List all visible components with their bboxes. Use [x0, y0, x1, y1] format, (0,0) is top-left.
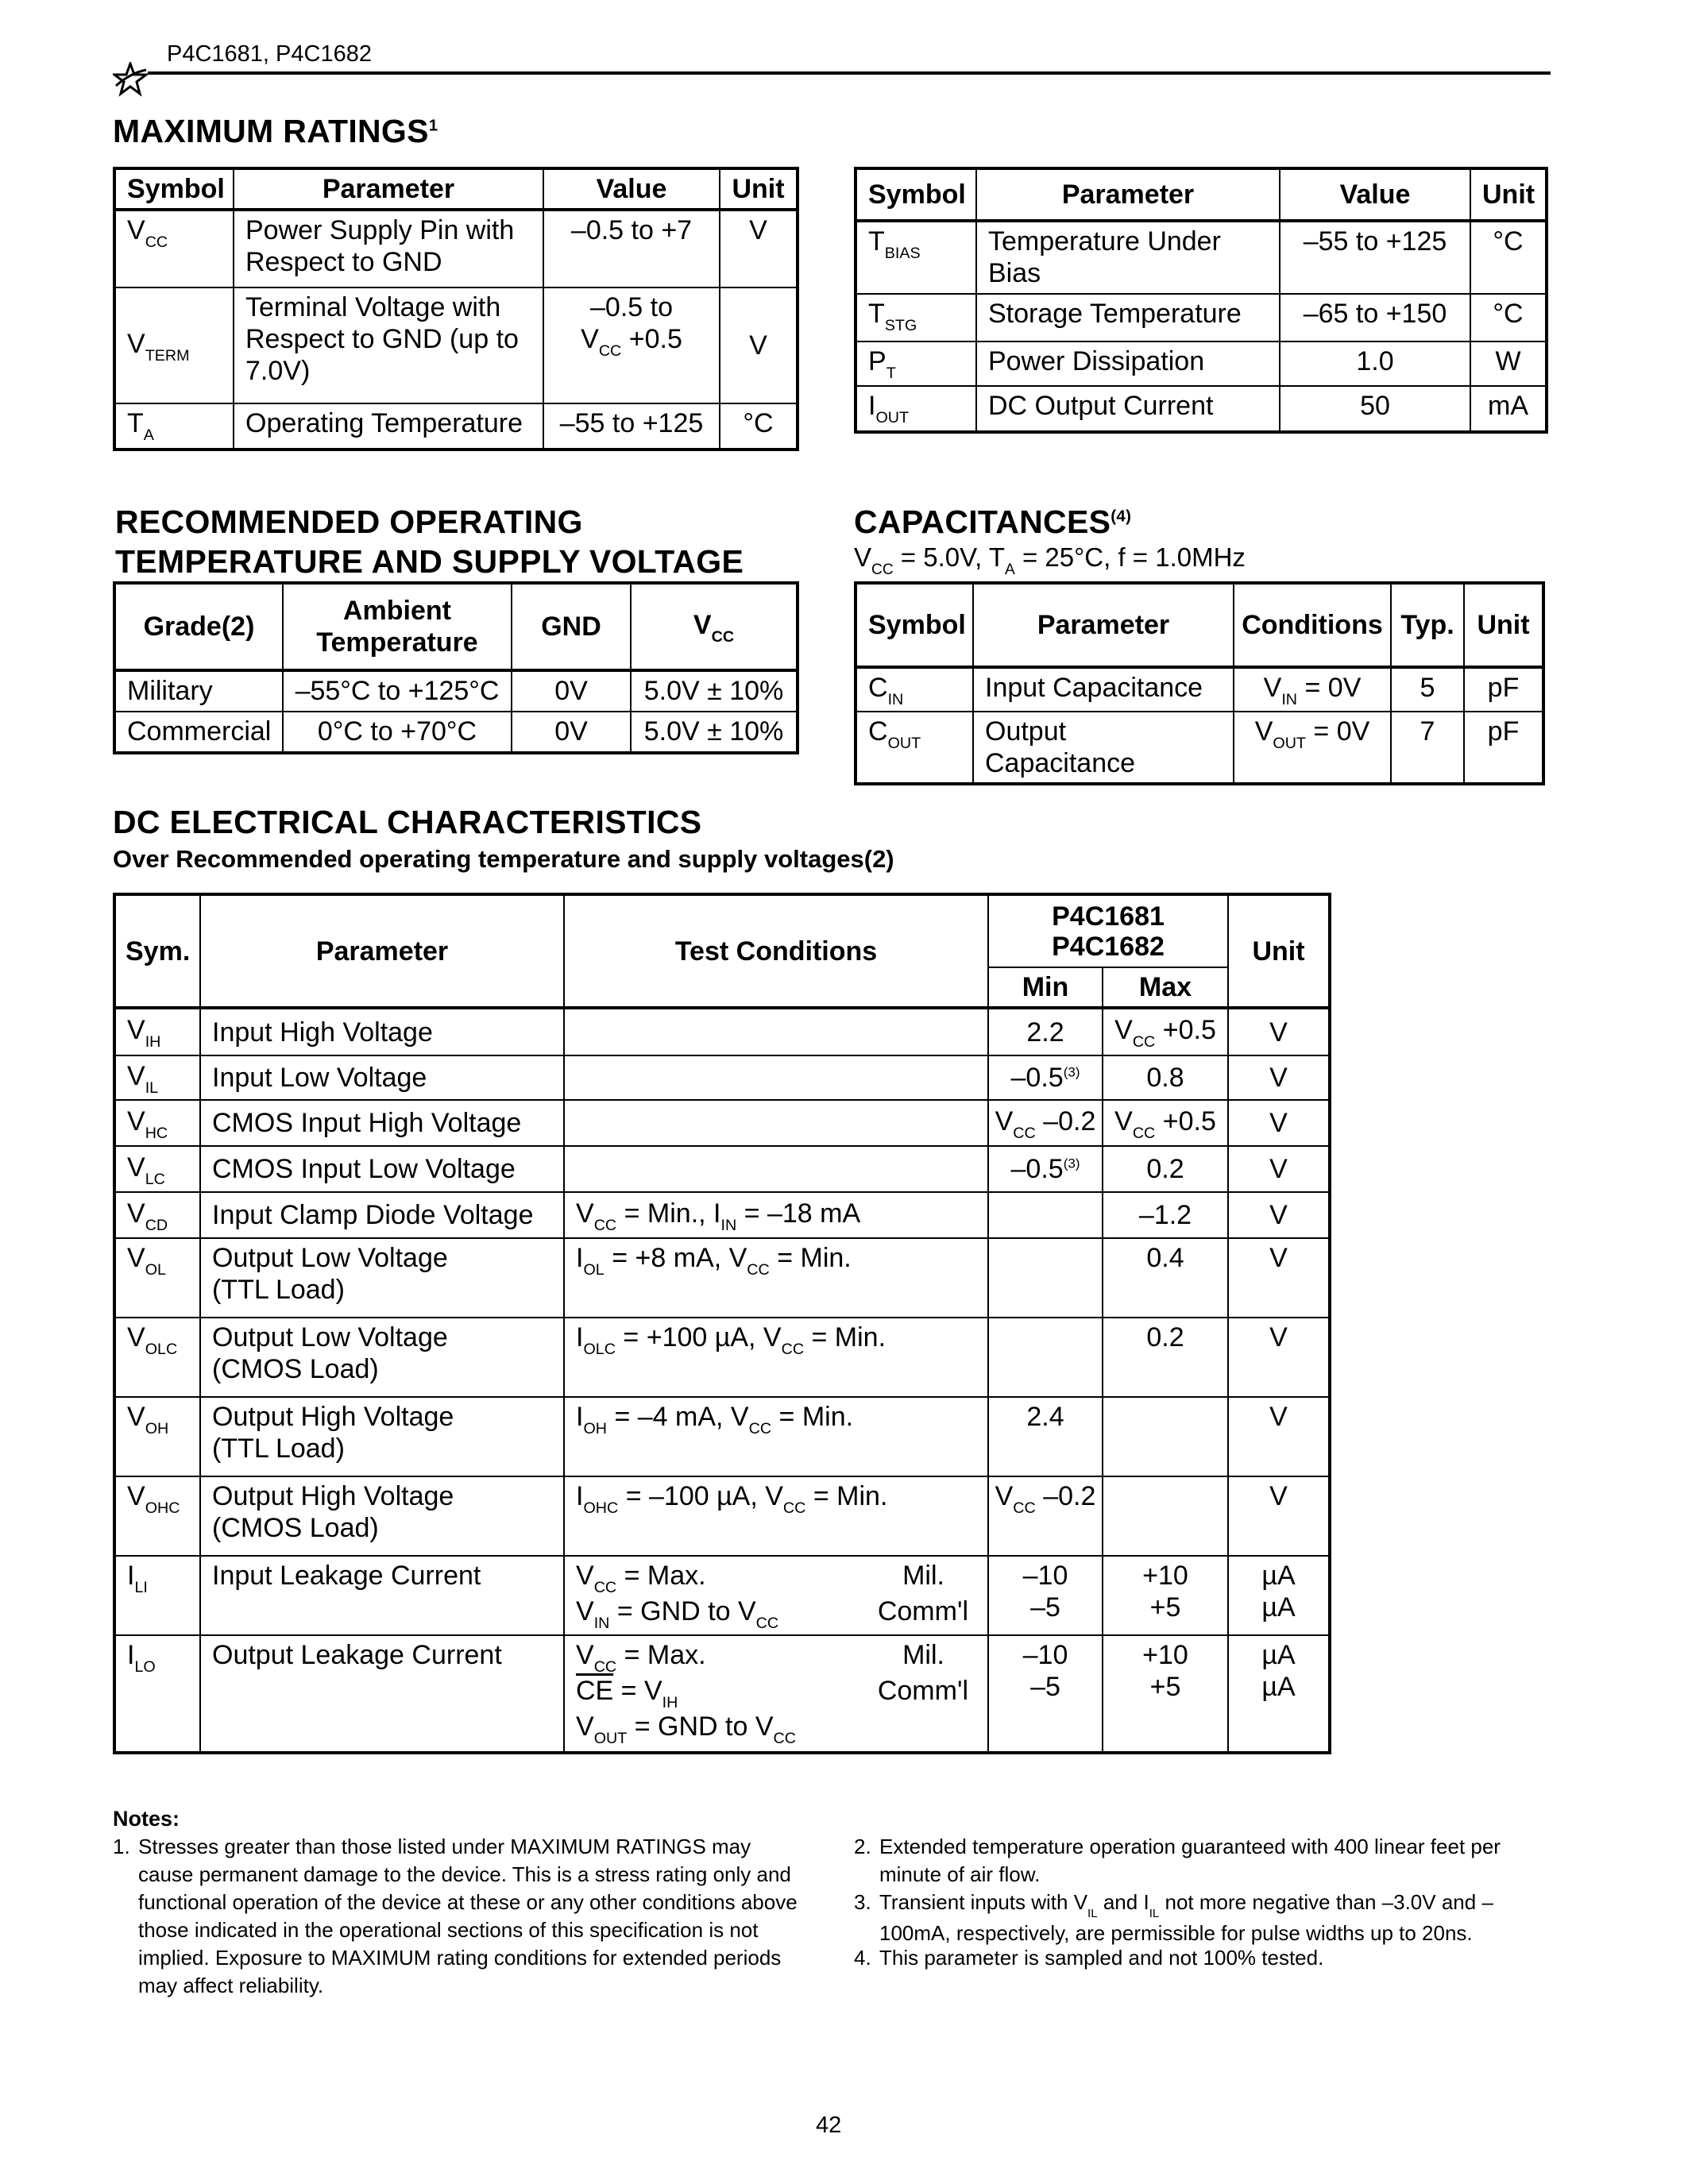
- table-row: $I_{LO}$ Output Leakage Current $V_{CC}$ = Max. Mil. $\overline{CE} = V_{IH}$ Comm'l $V_{OUT}$ = GND to $V_{CC}$ –10 –5 +10 +5 µA µA: [114, 1635, 1330, 1753]
- col-unit: Unit: [720, 168, 798, 210]
- table-row: $V_{OLC}$ Output Low Voltage (CMOS Load) $I_{OLC} = +100$ µA, $V_{CC}$ = Min. 0.2 V: [114, 1318, 1330, 1397]
- table-row: $V_{OHC}$ Output High Voltage (CMOS Load) $I_{OHC} = -100$ µA, $V_{CC}$ = Min. $V_{CC}$ –0.2 V: [114, 1476, 1330, 1556]
- col-symbol: Symbol: [856, 583, 973, 667]
- col-vcc: $V_{CC}$: [631, 583, 798, 670]
- col-unit: Unit: [1464, 583, 1543, 667]
- col-min: Min: [988, 967, 1103, 1008]
- col-value: Value: [1280, 168, 1470, 221]
- dc-title: DC ELECTRICAL CHARACTERISTICS: [113, 804, 702, 840]
- col-gnd: GND: [512, 583, 631, 670]
- table-row: $I_{LI}$ Input Leakage Current $V_{CC}$ = Max. Mil. $V_{IN}$ = GND to $V_{CC}$ Comm'l –10 –5 +10 +5 µA µA: [114, 1556, 1330, 1635]
- col-ambient: Ambient Temperature: [283, 583, 512, 670]
- capacitances-title: CAPACITANCES$^{(4)}$: [854, 504, 1132, 540]
- table-row: $V_{OL}$ Output Low Voltage (TTL Load) $I_{OL} = +8$ mA, $V_{CC}$ = Min. 0.4 V: [114, 1238, 1330, 1318]
- col-parameter: Parameter: [200, 894, 564, 1008]
- rec-op-table: [113, 581, 799, 754]
- table-row: $V_{IH}$ Input High Voltage 2.2 $V_{CC} +0.5$ V: [114, 1008, 1330, 1055]
- table-row: Commercial 0°C to +70°C 0V 5.0V ± 10%: [114, 712, 798, 753]
- header-title: P4C1681, P4C1682: [167, 41, 372, 67]
- star-swoosh-icon: [113, 62, 148, 97]
- notes-title: Notes:: [113, 1807, 180, 1831]
- col-value: Value: [543, 168, 720, 210]
- col-parameter: Parameter: [976, 168, 1280, 221]
- table-row: $V_{HC}$ CMOS Input High Voltage $V_{CC}$ –0.2 $V_{CC} +0.5$ V: [114, 1100, 1330, 1146]
- table-row: $V_{TERM}$ Terminal Voltage with Respect to GND (up to 7.0V) –0.5 to $V_{CC} +0.5$ V: [114, 287, 798, 403]
- col-unit: Unit: [1470, 168, 1547, 221]
- table-row: $P_T$ Power Dissipation 1.0 W: [856, 341, 1547, 386]
- capacitances-table: [854, 581, 1545, 785]
- max-ratings-left-table: [113, 167, 799, 451]
- col-parameter: Parameter: [973, 583, 1234, 667]
- dc-subtitle: Over Recommended operating temperature and supply voltages(2): [113, 845, 894, 873]
- col-conditions: Conditions: [1234, 583, 1391, 667]
- col-grade: Grade(2): [114, 583, 283, 670]
- table-row: $V_{CC}$ Power Supply Pin with Respect to GND –0.5 to +7 V: [114, 210, 798, 287]
- table-row: $T_A$ Operating Temperature –55 to +125 °C: [114, 403, 798, 450]
- table-row: $C_{IN}$ Input Capacitance $V_{IN} = 0V$ 5 pF: [856, 667, 1543, 712]
- col-test-conditions: Test Conditions: [564, 894, 988, 1008]
- dc-table: [113, 893, 1331, 1754]
- col-symbol: Symbol: [856, 168, 976, 221]
- note-2: 2. Extended temperature operation guaranteed with 400 linear feet per minute of air flow.: [854, 1835, 1501, 1886]
- table-row: $V_{LC}$ CMOS Input Low Voltage –0.5$^{(3)}$ 0.2 V: [114, 1146, 1330, 1192]
- col-sym: Sym.: [114, 894, 200, 1008]
- note-3: 3. Transient inputs with $V_{IL}$ and $I_{IL}$ not more negative than –3.0V and –100mA, respectively, are permissible for pulse widths up to 20ns.: [854, 1890, 1493, 1945]
- table-row: $I_{OUT}$ DC Output Current 50 mA: [856, 386, 1547, 432]
- col-unit: Unit: [1228, 894, 1330, 1008]
- table-row: $V_{CD}$ Input Clamp Diode Voltage $V_{CC}$ = Min., $I_{IN} = -18$ mA –1.2 V: [114, 1192, 1330, 1238]
- note-4: 4. This parameter is sampled and not 100% tested.: [854, 1946, 1324, 1970]
- note-1: 1. Stresses greater than those listed under MAXIMUM RATINGS may cause permanent damage to the device. This is a stress rating only and functional operation of the device at these or any other conditions above those indicated in the operational sections of this specification is not implied. Exposure to MAXIMUM rating conditions for extended periods may affect reliability.: [113, 1835, 798, 1997]
- capacitances-conditions: $V_{CC} = 5.0V$, $T_A = 25^\circ C$, f = 1.0MHz: [854, 542, 1246, 578]
- table-row: $C_{OUT}$ Output Capacitance $V_{OUT} = 0V$ 7 pF: [856, 712, 1543, 784]
- table-row: $T_{BIAS}$ Temperature Under Bias –55 to +125 °C: [856, 221, 1547, 294]
- max-ratings-title: MAXIMUM RATINGS$^1$: [113, 113, 438, 149]
- col-device: P4C1681 P4C1682: [988, 894, 1228, 967]
- max-ratings-right-table: [854, 167, 1548, 434]
- col-symbol: Symbol: [114, 168, 234, 210]
- page-number: 42: [816, 2113, 842, 2138]
- col-parameter: Parameter: [234, 168, 543, 210]
- table-row: $V_{IL}$ Input Low Voltage –0.5$^{(3)}$ 0.8 V: [114, 1055, 1330, 1100]
- header-rule: [148, 71, 1551, 75]
- table-row: $V_{OH}$ Output High Voltage (TTL Load) $I_{OH} = -4$ mA, $V_{CC}$ = Min. 2.4 V: [114, 1397, 1330, 1476]
- col-typ: Typ.: [1391, 583, 1464, 667]
- table-row: Military –55°C to +125°C 0V 5.0V ± 10%: [114, 670, 798, 712]
- col-max: Max: [1103, 967, 1228, 1008]
- rec-op-title: RECOMMENDED OPERATING TEMPERATURE AND SUPPLY VOLTAGE: [115, 504, 744, 580]
- table-row: $T_{STG}$ Storage Temperature –65 to +150 °C: [856, 294, 1547, 341]
